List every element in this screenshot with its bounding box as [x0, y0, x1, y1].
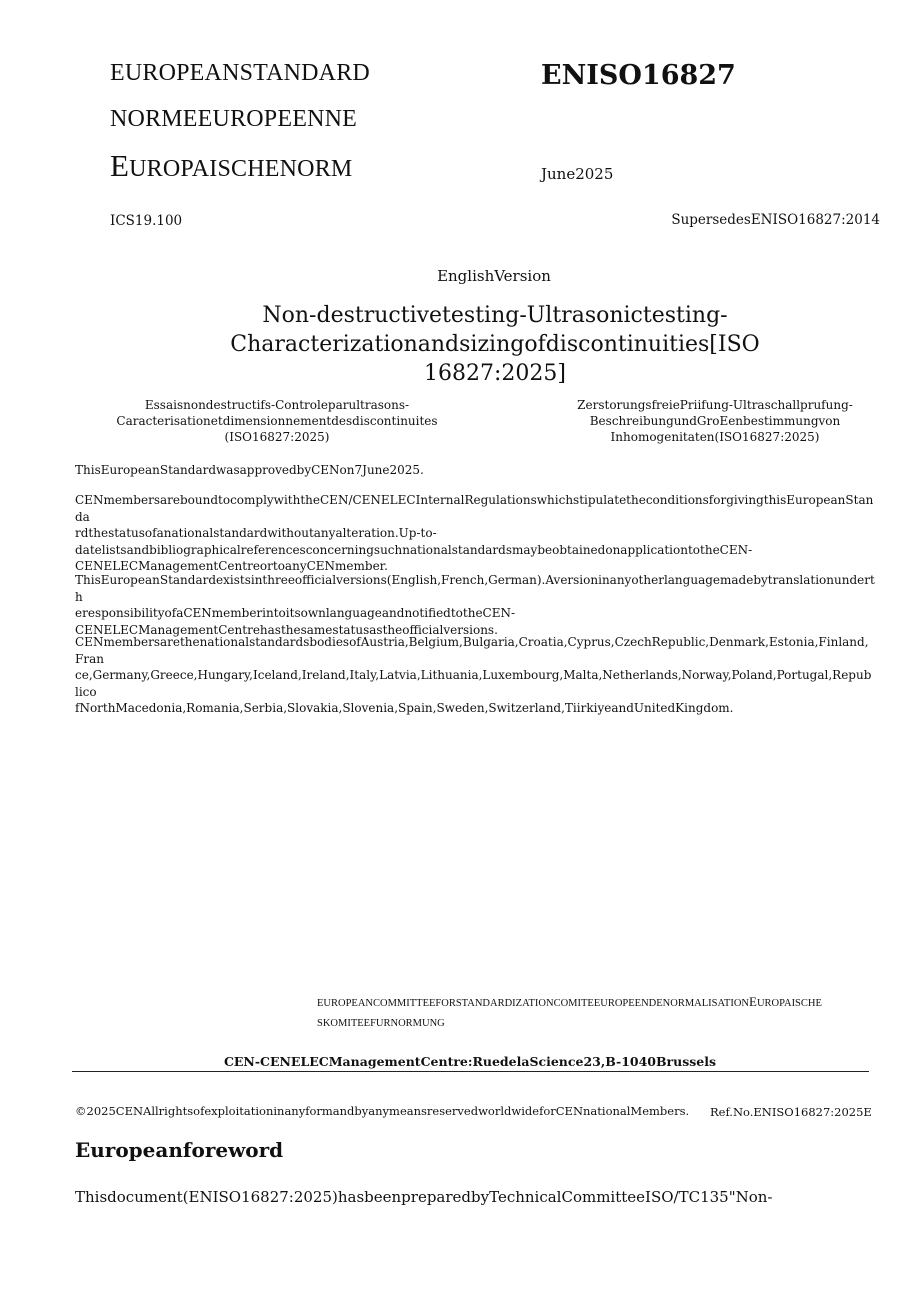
membership-obligations-paragraph: CENmembersareboundtocomplywiththeCEN/CENELECInternalRegulationswhichstipulatetheconditionsforgivingthisEuropeanStanda rdthestatusofanationalstandardwithoutanyalteration.Up-to- datelistsandbibliographicalreferencesconcerningsuchnationalstandardsmaybeobtainedonapplicationtotheCEN- CENELECManagementCentreortoanyCENmember.	[75, 493, 874, 573]
standard-name-fr: NORMEEUROPEENNE	[110, 106, 357, 132]
language-version: EnglishVersion	[437, 267, 551, 285]
copyright-notice: ©2025CENAllrightsofexploitationinanyformandbyanymeansreservedworldwideforCENnationalMembers.	[75, 1104, 690, 1118]
ics-code: ICS19.100	[110, 213, 183, 229]
french-title: Essaisnondestructifs-Controleparultrasons- Caracterisationetdimensionnementdesdiscontinuites (ISO16827:2025)	[116, 398, 438, 444]
member-countries-paragraph: CENmembersarethenationalstandardsbodiesofAustria,Belgium,Bulgaria,Croatia,Cyprus,CzechRepublic,Denmark,Estonia,Finland,Fran ce,Germany,Greece,Hungary,Iceland,Ireland,Italy,Latvia,Lithuania,Luxembourg,Malta,Netherlands,Norway,Poland,Portugal,Republico fNorthMacedonia,Romania,Serbia,Slovakia,Slovenia,Spain,Sweden,Switzerland,TiirkiyeandUnitedKingdom.	[75, 635, 872, 715]
foreword-text: Thisdocument(ENISO16827:2025)hasbeenpreparedbyTechnicalCommitteeISO/TC135"Non-	[75, 1188, 773, 1206]
management-centre-address: CEN-CENELECManagementCentre:RuedelaScience23,B-1040Brussels	[223, 1054, 717, 1069]
standard-name-en: EUROPEANSTANDARD	[110, 60, 370, 86]
approval-paragraph: ThisEuropeanStandardwasapprovedbyCENon7June2025.	[75, 463, 424, 477]
document-title: Non-destructivetesting-Ultrasonictesting- Characterizationandsizingofdiscontinuities[ISO 16827:2025]	[230, 303, 760, 386]
german-title: ZerstorungsfreiePriifung-Ultraschallprufung- BeschreibungundGroEenbestimmungvon Inhomogenitaten(ISO16827:2025)	[577, 398, 853, 444]
publication-date: June2025	[541, 165, 614, 183]
official-versions-paragraph: ThisEuropeanStandardexistsinthreeofficialversions(English,French,German).Aversioninanyotherlanguagemadebytranslationunderth eresponsibilityofaCENmemberintoitsownlanguageandnotifiedtotheCEN- CENELECManagementCentrehasthesamestatusastheofficialversions.	[75, 573, 875, 637]
standard-name-de: EUROPAISCHENORM	[110, 148, 353, 183]
supersedes-note: SupersedesENISO16827:2014	[671, 212, 880, 228]
document-number: ENISO16827	[541, 60, 736, 91]
footer-divider	[72, 1071, 869, 1072]
reference-number: Ref.No.ENISO16827:2025E	[710, 1105, 872, 1119]
foreword-heading: Europeanforeword	[75, 1138, 284, 1162]
committee-names: EUROPEANCOMMITTEEFORSTANDARDIZATIONCOMITEEUROPEENDENORMALISATIONEUROPAISCHE SKOMITEEFURNORMUNG	[317, 994, 822, 1029]
